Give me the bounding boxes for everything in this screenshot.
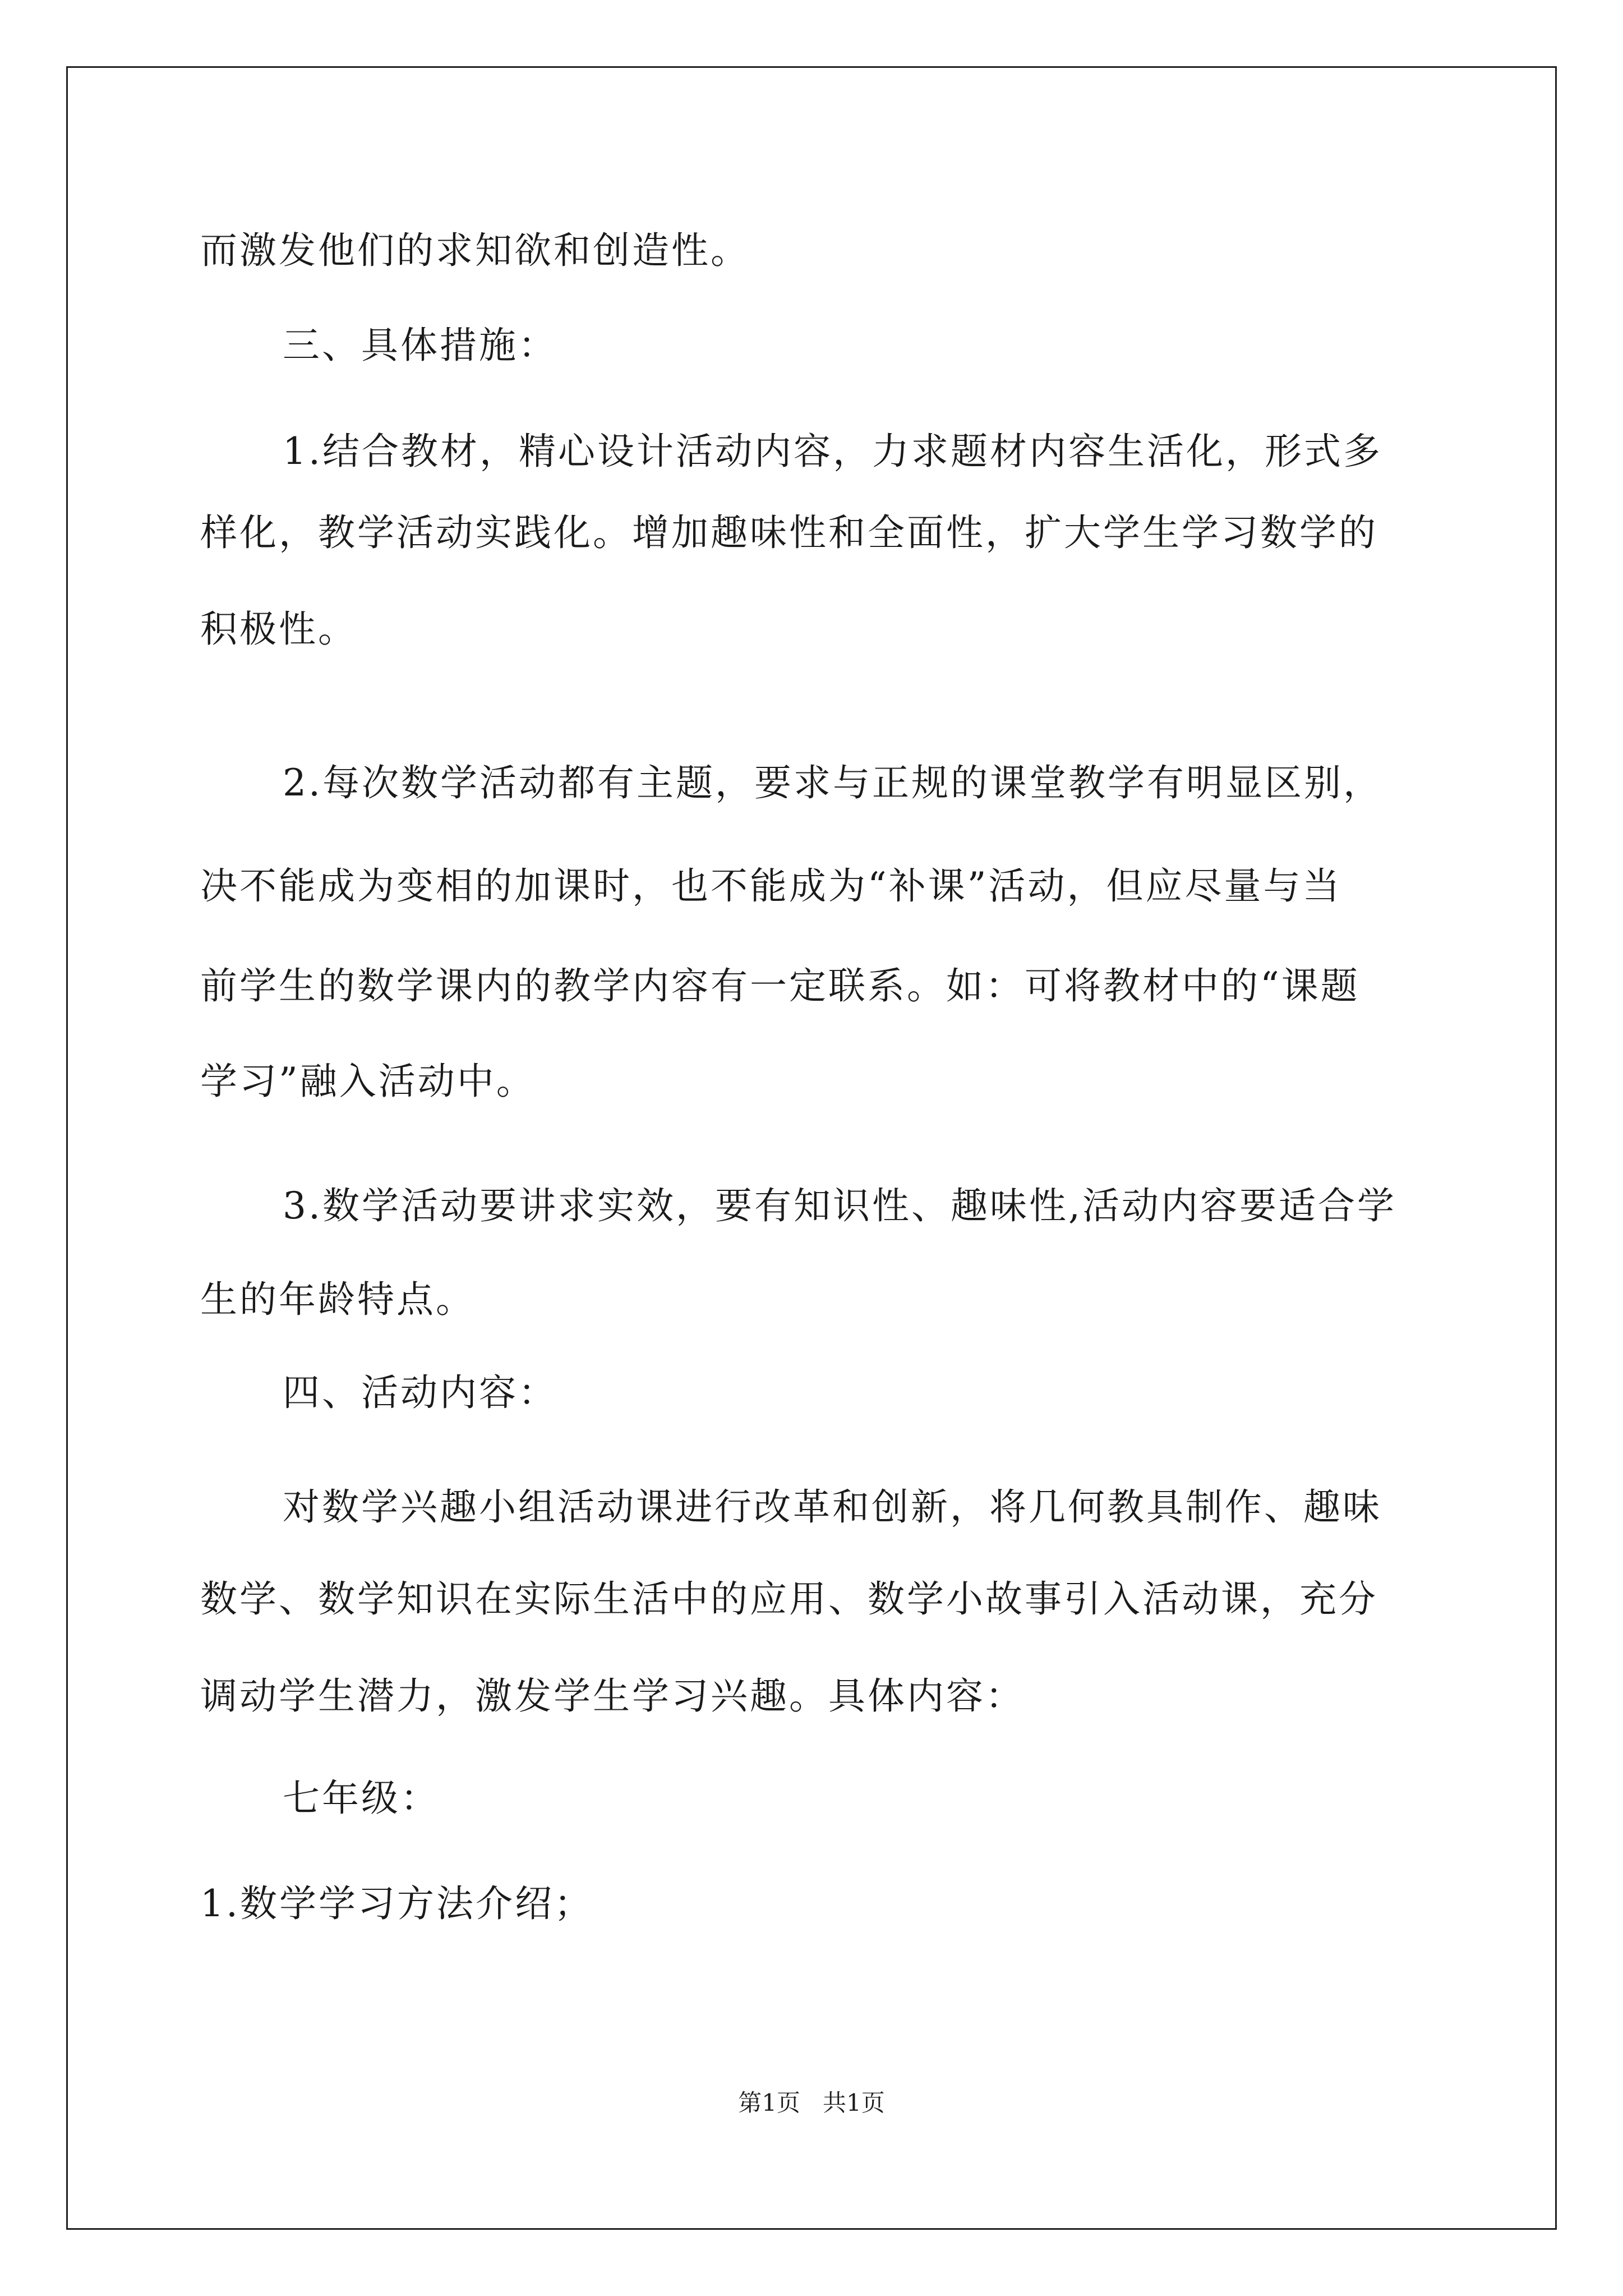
text-line: 前学生的数学课内的教学内容有一定联系。如：可将教材中的“课题 <box>200 964 1360 1007</box>
text-line: 2.每次数学活动都有主题，要求与正规的课堂教学有明显区别， <box>283 761 1382 804</box>
text-line: 1.数学学习方法介绍； <box>200 1882 593 1925</box>
text-line: 3.数学活动要讲求实效，要有知识性、趣味性,活动内容要适合学 <box>283 1184 1396 1227</box>
text-line: 决不能成为变相的加课时，也不能成为“补课”活动，但应尽量与当 <box>200 864 1342 908</box>
text-line: 而激发他们的求知欲和创造性。 <box>200 229 750 272</box>
text-line: 对数学兴趣小组活动课进行改革和创新，将几何教具制作、趣味 <box>283 1485 1382 1529</box>
text-line: 样化，教学活动实践化。增加趣味性和全面性，扩大学生学习数学的 <box>200 511 1378 554</box>
text-line: 七年级： <box>283 1777 440 1820</box>
text-line: 数学、数学知识在实际生活中的应用、数学小故事引入活动课，充分 <box>200 1577 1378 1621</box>
text-line: 调动学生潜力，激发学生学习兴趣。具体内容： <box>200 1674 1025 1718</box>
text-line: 1.结合教材，精心设计活动内容，力求题材内容生活化，形式多 <box>283 430 1382 473</box>
text-line: 学习”融入活动中。 <box>200 1060 536 1103</box>
text-line: 生的年龄特点。 <box>200 1278 475 1321</box>
text-line: 积极性。 <box>200 608 357 651</box>
section-heading: 四、活动内容： <box>283 1371 557 1414</box>
section-heading: 三、具体措施： <box>283 324 557 367</box>
page-footer: 第1页 共1页 <box>738 2089 885 2116</box>
